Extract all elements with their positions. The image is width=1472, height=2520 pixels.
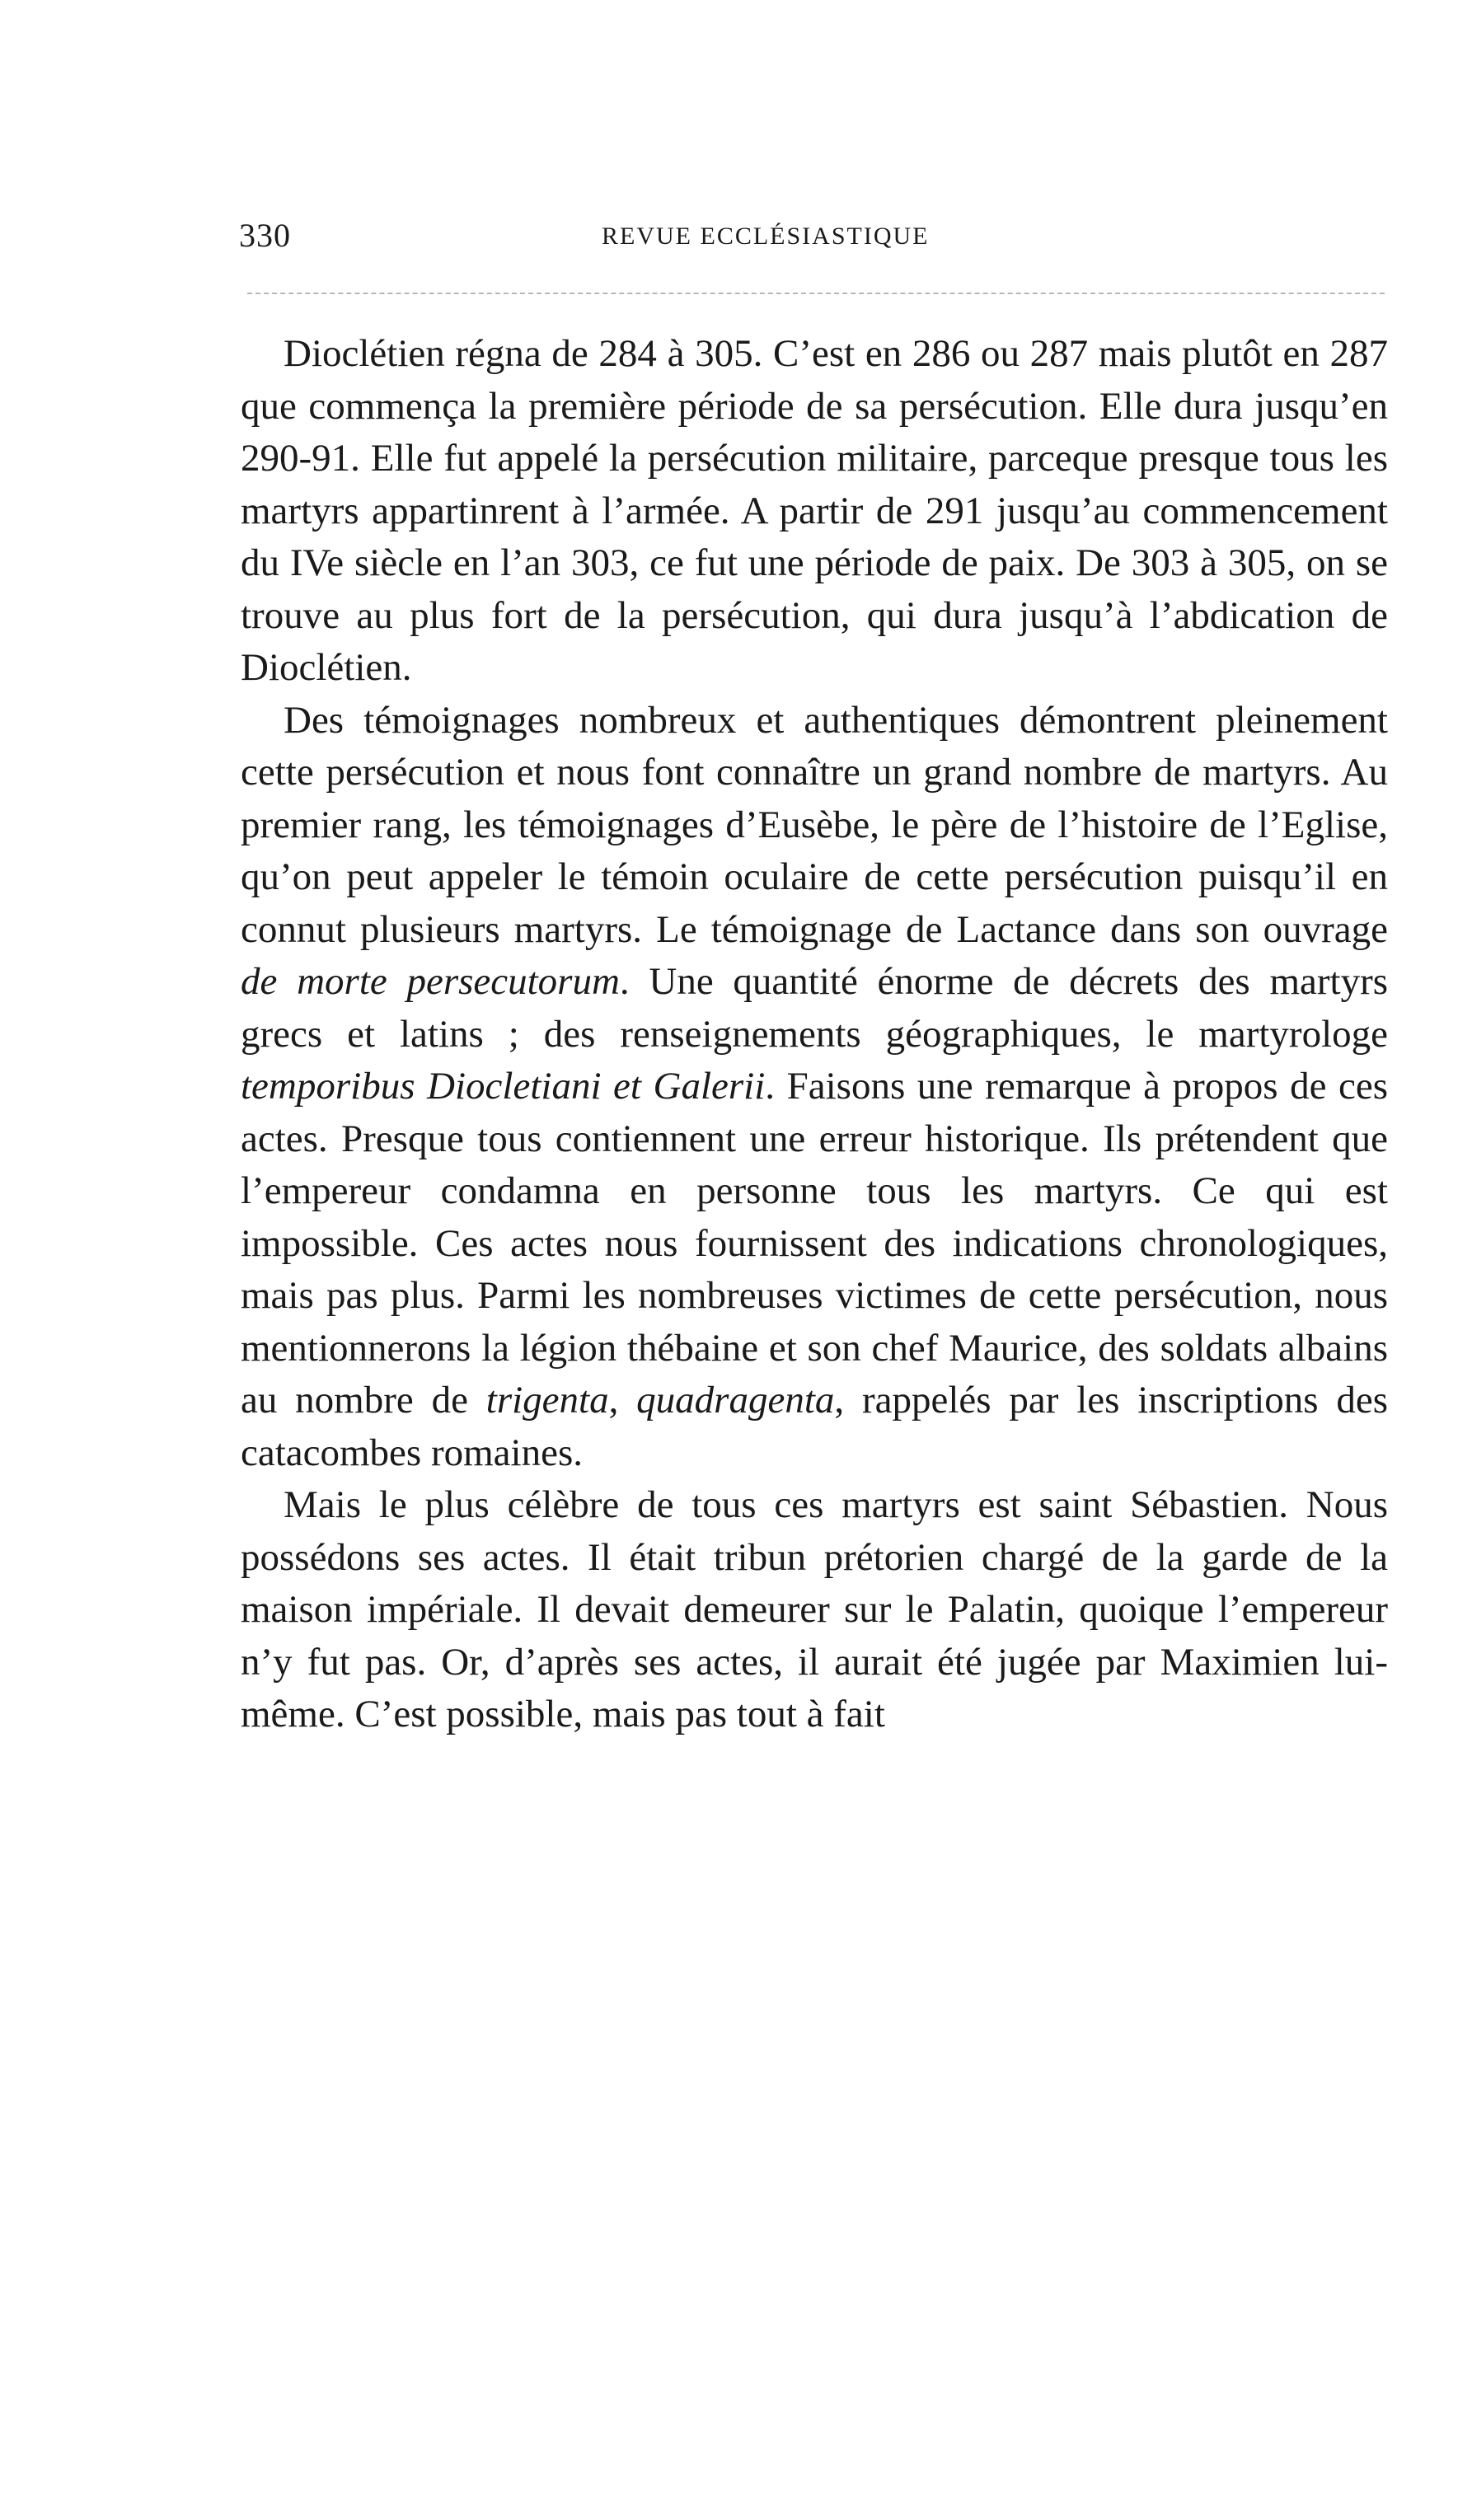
text-run: . Faisons une remarque à propos de ces actes. Presque tous contiennent une erreur historique. Ils prétendent que l’empereur condamna en personne tous les martyrs. Ce qui est impossible. Ces actes nous fournissent des indications chronologiques, mais pas plus. Parmi les nombreuses victimes de cette persécution, nous mentionnerons la légion thébaine et son chef Maurice, des soldats albains au nombre de [241,1065,1389,1422]
text-run: . Une quantité énorme de décrets des martyrs grecs et latins ; des renseignements géographiques, le martyrologe [241,960,1389,1056]
text-run: , [608,1379,637,1422]
text-run: Mais le plus célèbre de tous ces martyrs est saint Sébastien. Nous possédons ses actes. Il était tribun prétorien chargé de la garde de la maison impériale. Il devait demeurer sur le Palatin, quoique l’empereur n’y fut pas. Or, d’après ses actes, il aurait été jugée par Maximien lui-même. C’est possible, mais pas tout à fait [241,1483,1388,1735]
header-rule [247,293,1385,294]
italic-text: de morte persecutorum [241,960,620,1003]
italic-text: quadragenta [636,1379,835,1422]
text-run: Dioclétien régna de 284 à 305. C’est en 286 ou 287 mais plutôt en 287 que commença la première période de sa persécution. Elle dura jusqu’en 290-91. Elle fut appelé la persécution militaire, parceque presque tous les martyrs appartinrent à l’armée. A partir de 291 jusqu’au commencement du IVe siècle en l’an 303, ce fut une période de paix. De 303 à 305, on se trouve au plus fort de la persécution, qui dura jusqu’à l’abdication de Dioclétien. [241,332,1388,689]
running-head [239,216,1385,257]
page-number: 330 [239,217,291,254]
text-run: , rappelés par les inscriptions des catacombes romaines. [241,1379,1389,1474]
text-run: Des témoignages nombreux et authentiques démontrent pleinement cette persécution et nous font connaître un grand nombre de martyrs. Au premier rang, les témoignages d’Eusèbe, le père de l’histoire de l’Eglise, qu’on peut appeler le témoin oculaire de cette persécution puisqu’il en connut plusieurs martyrs. Le témoignage de Lactance dans son ouvrage [241,698,1388,951]
paragraph [241,695,1388,1480]
paragraph [241,1479,1388,1741]
running-title: REVUE ECCLÉSIASTIQUE [602,222,930,250]
italic-text: trigenta [485,1379,609,1422]
paragraph [241,328,1388,695]
body-text [241,328,1388,1741]
italic-text: temporibus Diocletiani et Galerii [241,1065,766,1108]
